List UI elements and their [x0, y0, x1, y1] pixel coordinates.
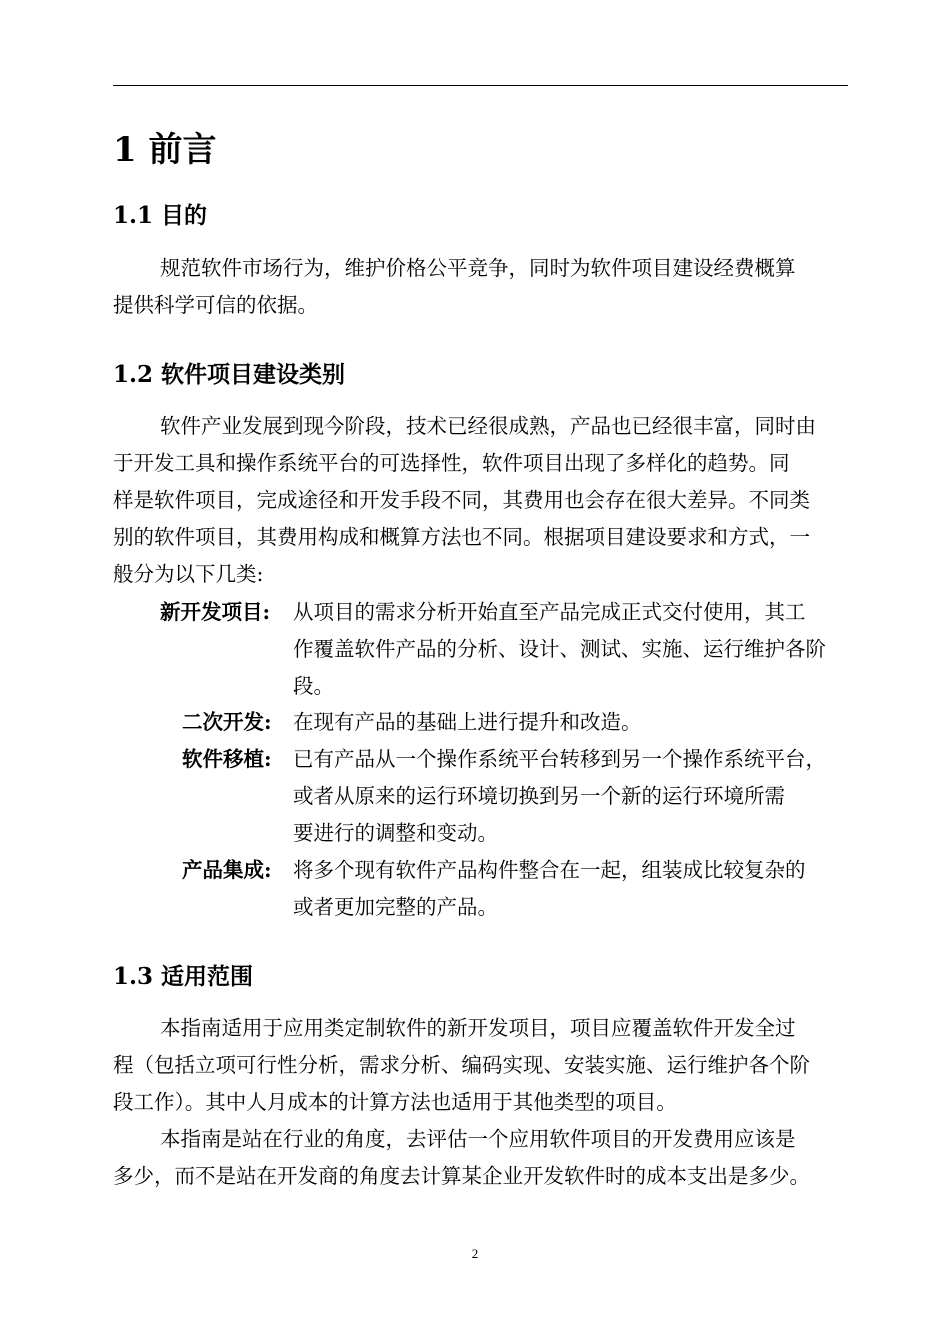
section-heading: 1 前言	[113, 130, 217, 170]
definition-line: 将多个现有软件产品构件整合在一起，组装成比较复杂的	[293, 858, 806, 882]
definition-line: 要进行的调整和变动。	[293, 821, 498, 845]
paragraph-line: 程（包括立项可行性分析，需求分析、编码实现、安装实施、运行维护各个阶	[113, 1053, 810, 1077]
paragraph-line: 多少，而不是站在开发商的角度去计算某企业开发软件时的成本支出是多少。	[113, 1164, 810, 1188]
definition-term: 二次开发:	[182, 710, 272, 734]
definition-line: 从项目的需求分析开始直至产品完成正式交付使用，其工	[293, 600, 806, 624]
definition-line: 在现有产品的基础上进行提升和改造。	[293, 710, 642, 734]
paragraph-line: 段工作）。其中人月成本的计算方法也适用于其他类型的项目。	[113, 1090, 677, 1114]
subsection-heading-purpose: 1.1 目的	[113, 202, 208, 229]
definition-line: 段。	[293, 674, 334, 698]
paragraph-line: 本指南适用于应用类定制软件的新开发项目，项目应覆盖软件开发全过	[160, 1016, 796, 1040]
paragraph-line: 样是软件项目，完成途径和开发手段不同，其费用也会存在很大差异。不同类	[113, 488, 810, 512]
definition-term: 产品集成:	[182, 858, 272, 882]
paragraph-line: 软件产业发展到现今阶段，技术已经很成熟，产品也已经很丰富，同时由	[160, 414, 816, 438]
subsection-heading-scope: 1.3 适用范围	[113, 963, 254, 990]
subsection-heading-categories: 1.2 软件项目建设类别	[113, 361, 346, 388]
definition-term: 新开发项目:	[160, 600, 271, 624]
paragraph-line: 提供科学可信的依据。	[113, 293, 318, 317]
definition-line: 或者更加完整的产品。	[293, 895, 498, 919]
paragraph-line: 别的软件项目，其费用构成和概算方法也不同。根据项目建设要求和方式，一	[113, 525, 810, 549]
paragraph-line: 于开发工具和操作系统平台的可选择性，软件项目出现了多样化的趋势。同	[113, 451, 790, 475]
definition-line: 已有产品从一个操作系统平台转移到另一个操作系统平台，	[293, 747, 826, 771]
paragraph-line: 规范软件市场行为，维护价格公平竞争，同时为软件项目建设经费概算	[160, 256, 796, 280]
definition-line: 或者从原来的运行环境切换到另一个新的运行环境所需	[293, 784, 785, 808]
paragraph-line: 般分为以下几类:	[113, 562, 264, 586]
definition-term: 软件移植:	[182, 747, 272, 771]
header-rule	[113, 85, 848, 86]
paragraph-line: 本指南是站在行业的角度，去评估一个应用软件项目的开发费用应该是	[160, 1127, 796, 1151]
page-number: 2	[471, 1246, 479, 1261]
definition-line: 作覆盖软件产品的分析、设计、测试、实施、运行维护各阶	[293, 637, 826, 661]
